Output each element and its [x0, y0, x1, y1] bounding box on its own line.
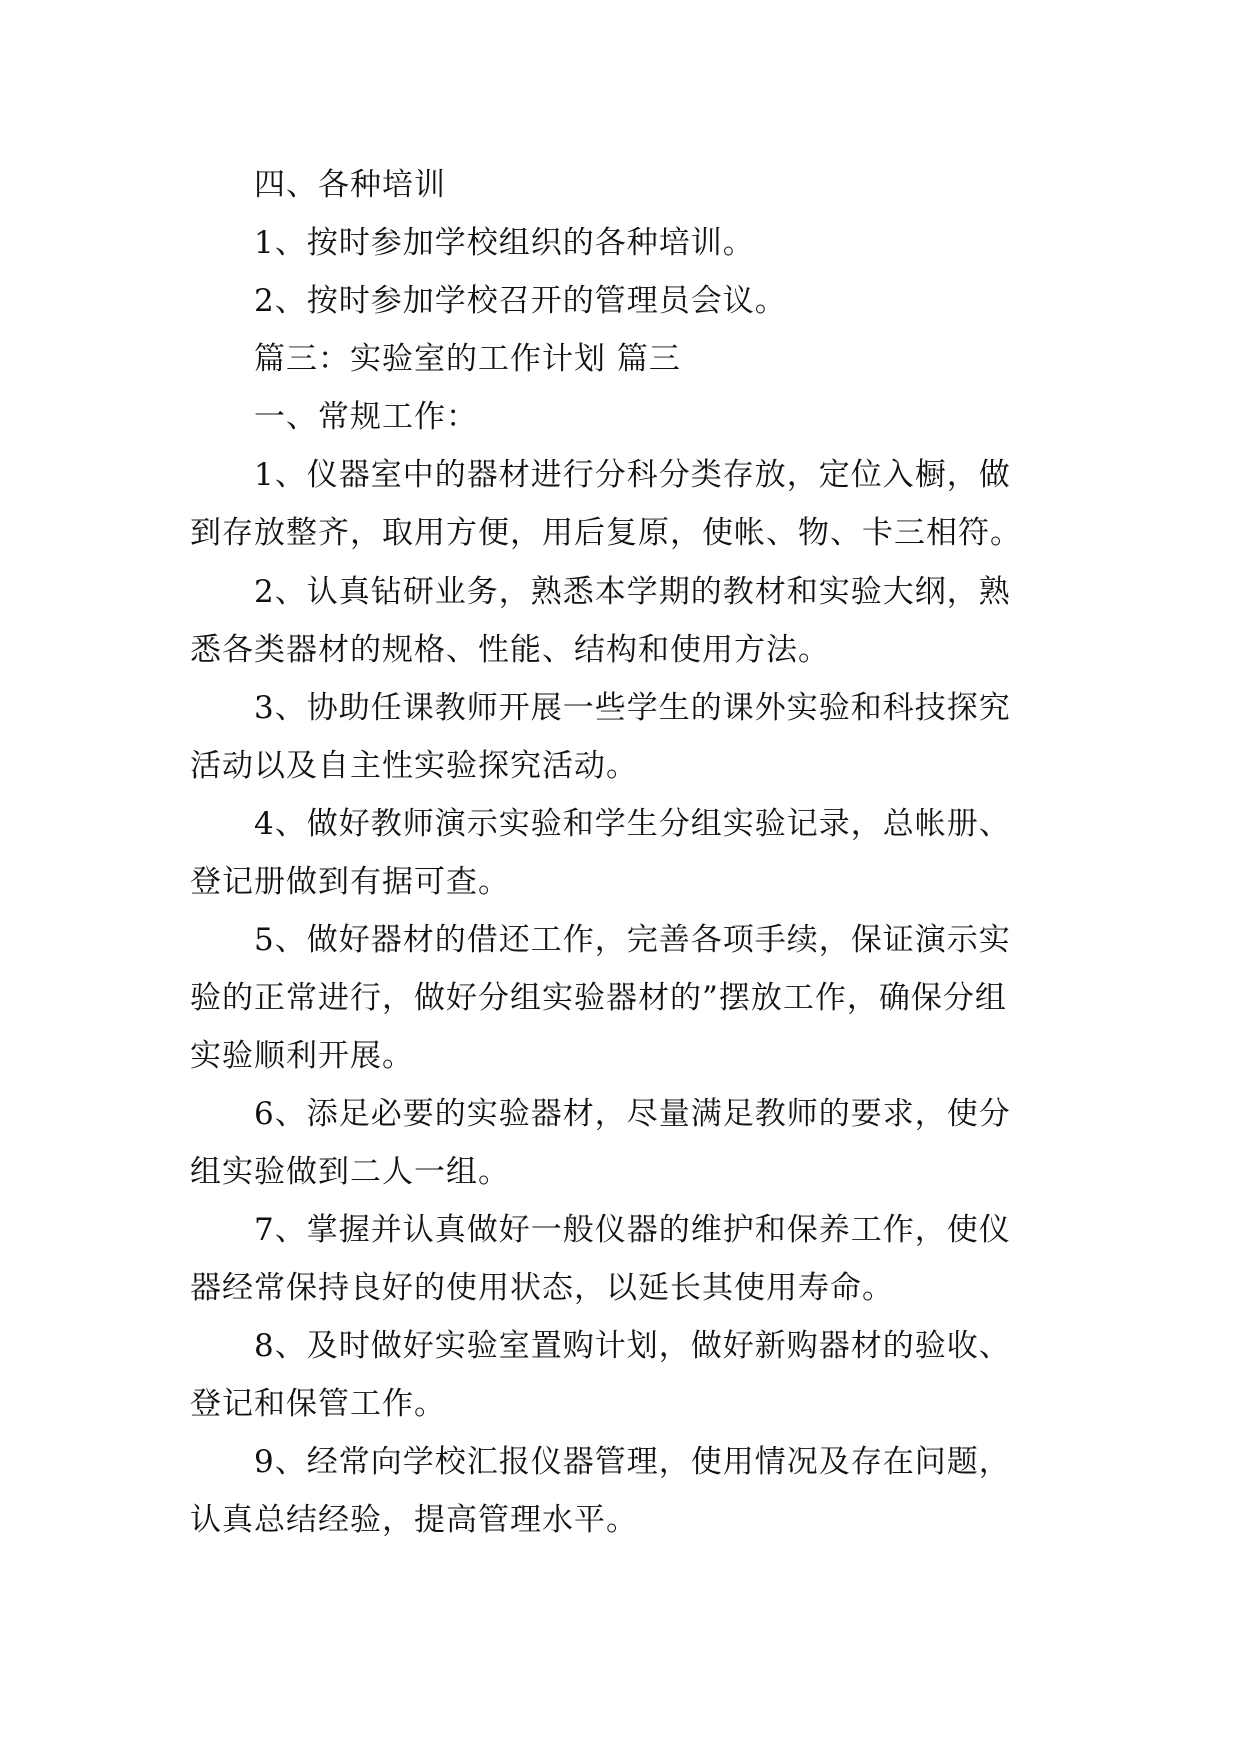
routine-item-6-line-2: 组实验做到二人一组。: [190, 1154, 510, 1190]
routine-item-7-line-2: 器经常保持良好的使用状态，以延长其使用寿命。: [190, 1270, 894, 1306]
routine-item-3-line-2: 活动以及自主性实验探究活动。: [190, 748, 638, 784]
routine-item-8-line-1: 8、及时做好实验室置购计划，做好新购器材的验收、: [254, 1328, 1011, 1364]
routine-item-4-line-2: 登记册做到有据可查。: [190, 864, 510, 900]
routine-item-5-line-1: 5、做好器材的借还工作，完善各项手续，保证演示实: [254, 922, 1011, 958]
routine-item-9-line-1: 9、经常向学校汇报仪器管理，使用情况及存在问题，: [254, 1444, 1011, 1480]
routine-item-6-line-1: 6、添足必要的实验器材，尽量满足教师的要求，使分: [254, 1096, 1011, 1132]
routine-item-2-line-2: 悉各类器材的规格、性能、结构和使用方法。: [190, 632, 830, 668]
section-heading-training: 四、各种培训: [254, 167, 446, 203]
routine-item-1-line-2: 到存放整齐，取用方便，用后复原，使帐、物、卡三相符。: [190, 515, 1022, 551]
routine-item-5-line-3: 实验顺利开展。: [190, 1038, 414, 1074]
routine-item-8-line-2: 登记和保管工作。: [190, 1386, 446, 1422]
routine-item-5-line-2: 验的正常进行，做好分组实验器材的”摆放工作，确保分组: [190, 980, 1007, 1016]
section-heading-routine: 一、常规工作：: [254, 399, 478, 435]
routine-item-1-line-1: 1、仪器室中的器材进行分科分类存放，定位入橱，做: [254, 457, 1011, 493]
training-item-2: 2、按时参加学校召开的管理员会议。: [254, 283, 787, 319]
chapter-title: 篇三：实验室的工作计划 篇三: [254, 341, 681, 377]
routine-item-9-line-2: 认真总结经验，提高管理水平。: [190, 1502, 638, 1538]
routine-item-2-line-1: 2、认真钻研业务，熟悉本学期的教材和实验大纲，熟: [254, 574, 1011, 610]
training-item-1: 1、按时参加学校组织的各种培训。: [254, 225, 755, 261]
routine-item-3-line-1: 3、协助任课教师开展一些学生的课外实验和科技探究: [254, 690, 1011, 726]
routine-item-4-line-1: 4、做好教师演示实验和学生分组实验记录，总帐册、: [254, 806, 1011, 842]
routine-item-7-line-1: 7、掌握并认真做好一般仪器的维护和保养工作，使仪: [254, 1212, 1011, 1248]
